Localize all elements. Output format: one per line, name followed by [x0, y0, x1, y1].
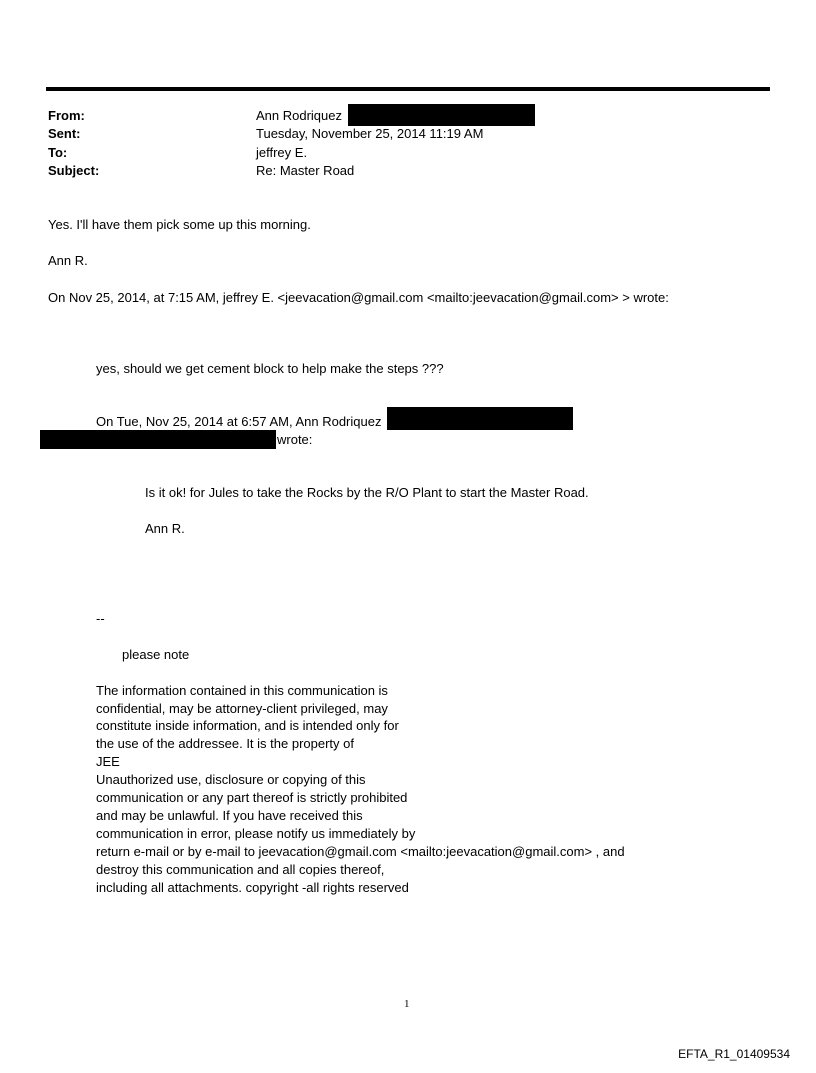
disclaimer-line: confidential, may be attorney-client privileged, may [96, 701, 388, 716]
sent-value: Tuesday, November 25, 2014 11:19 AM [256, 126, 484, 141]
disclaimer-line: JEE [96, 754, 120, 769]
quote2-intro-line2: wrote: [277, 432, 313, 447]
header-rule [46, 87, 770, 91]
disclaimer-line: destroy this communication and all copies thereof, [96, 862, 385, 877]
please-note: please note [122, 647, 190, 662]
reply-signature: Ann R. [48, 253, 88, 268]
quote2-signature: Ann R. [145, 521, 185, 536]
reply-line: Yes. I'll have them pick some up this morning. [48, 217, 311, 232]
redaction-box-email-1 [387, 407, 573, 430]
redaction-box-from [348, 104, 535, 126]
subject-label: Subject: [48, 163, 100, 178]
to-value: jeffrey E. [256, 145, 308, 160]
disclaimer-line: The information contained in this communication is [96, 683, 388, 698]
to-label: To: [48, 145, 68, 160]
quote2-intro-line1: On Tue, Nov 25, 2014 at 6:57 AM, Ann Rodriquez [96, 414, 382, 429]
subject-value: Re: Master Road [256, 163, 355, 178]
disclaimer-line: and may be unlawful. If you have received this [96, 808, 363, 823]
disclaimer-line: return e-mail or by e-mail to jeevacation@gmail.com <mailto:jeevacation@gmail.com> , and [96, 844, 625, 859]
disclaimer-line: including all attachments. copyright -all rights reserved [96, 880, 409, 895]
disclaimer-line: communication or any part thereof is strictly prohibited [96, 790, 408, 805]
quote2-text: Is it ok! for Jules to take the Rocks by the R/O Plant to start the Master Road. [145, 485, 589, 500]
redaction-box-email-2 [40, 430, 276, 449]
disclaimer-line: communication in error, please notify us immediately by [96, 826, 416, 841]
from-label: From: [48, 108, 85, 123]
sig-separator: -- [96, 611, 105, 626]
sent-label: Sent: [48, 126, 81, 141]
disclaimer-line: constitute inside information, and is intended only for [96, 718, 399, 733]
quote1-intro: On Nov 25, 2014, at 7:15 AM, jeffrey E. <jeevacation@gmail.com <mailto:jeevacation@gmail.com> > wrote: [48, 290, 669, 305]
disclaimer-line: the use of the addressee. It is the property of [96, 736, 354, 751]
disclaimer-line: Unauthorized use, disclosure or copying of this [96, 772, 366, 787]
document-id: EFTA_R1_01409534 [678, 1047, 790, 1061]
page-number: 1 [404, 998, 410, 1010]
quote1-text: yes, should we get cement block to help make the steps ??? [96, 361, 444, 376]
from-value: Ann Rodriquez [256, 108, 342, 123]
